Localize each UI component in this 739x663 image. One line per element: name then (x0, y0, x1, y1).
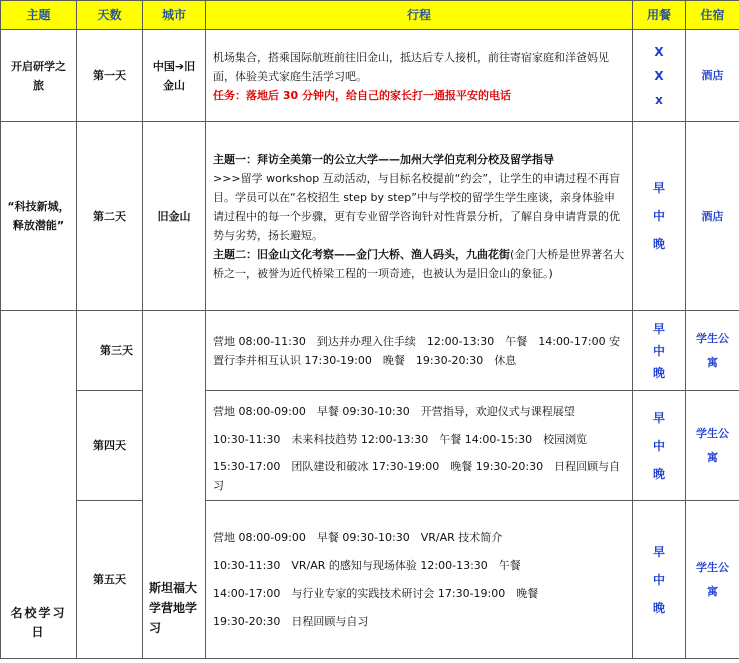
day-cell: 第二天 (77, 122, 143, 311)
task-line: 任务：落地后 30 分钟内，给自己的家长打一通报平安的电话 (213, 88, 511, 102)
table-row (1, 30, 739, 122)
subtitle-two: 主题二：旧金山文化考察——金门大桥、渔人码头，九曲花街 (213, 248, 510, 261)
meal-breakfast: 早 (652, 321, 665, 336)
meal-breakfast: 早 (652, 544, 665, 559)
itinerary-line: 10:30-11:30 VR/AR 的感知与现场体验 12:00-13:30 午餐 (213, 559, 521, 572)
meal-breakfast: 早 (652, 410, 665, 425)
city-cell: 中国➔旧金山 (143, 30, 206, 122)
meals-cell (633, 391, 686, 501)
itinerary-line: 19:30-20:30 日程回顾与自习 (213, 615, 369, 628)
lodging-cell: 学生公寓 (686, 501, 739, 659)
theme-cell: 开启研学之旅 (1, 30, 77, 122)
day-cell: 第四天 (77, 391, 143, 501)
theme-label: 名校学习日 (10, 606, 67, 639)
city-cell (143, 311, 206, 659)
meal-dinner: 晚 (652, 365, 665, 380)
itinerary-paragraph: >>>留学 workshop 互动活动，与目标名校提前“约会”，让学生的申请过程不再盲目。学员可以在“名校招生 step by step”中与学校的留学生学生座谈，亲身体验申请过程中的每一个步骤，更有专业留学咨询针对性背景分析，了解自身申请背景的优势与劣势，扬长避短。 (213, 172, 621, 242)
meal-dinner: 晚 (652, 237, 665, 251)
theme-cell: “科技新城，释放潜能” (1, 122, 77, 311)
itinerary-line: 营地 08:00-09:00 早餐 09:30-10:30 VR/AR 技术简介 (213, 531, 503, 544)
itinerary-cell (206, 501, 633, 659)
theme-cell (1, 311, 77, 659)
day-cell: 第五天 (77, 501, 143, 659)
itinerary-cell (206, 122, 633, 311)
meal-lunch: 中 (652, 343, 665, 358)
table-row (1, 391, 739, 501)
itinerary-cell (206, 311, 633, 391)
itinerary-line: 10:30-11:30 未来科技趋势 12:00-13:30 午餐 14:00-15:30 校园浏览 (213, 432, 588, 446)
itinerary-line: 营地 08:00-09:00 早餐 09:30-10:30 开营指导，欢迎仪式与课程展望 (213, 404, 575, 418)
header-theme: 主题 (1, 1, 77, 30)
header-meals: 用餐 (633, 1, 686, 30)
header-itinerary: 行程 (206, 1, 633, 30)
meal-lunch: 中 (652, 438, 665, 453)
city-label: 斯坦福大学营地学习 (149, 581, 198, 635)
city-cell: 旧金山 (143, 122, 206, 311)
meal-breakfast: 早 (652, 181, 665, 195)
meals-cell (633, 501, 686, 659)
itinerary-paragraph: (金门大桥是世界著名大桥之一，被誉为近代桥梁工程的一项奇迹，也被认为是旧金山的象征。) (213, 248, 625, 280)
itinerary-cell (206, 391, 633, 501)
meal-lunch: 中 (652, 209, 665, 223)
lodging-cell: 学生公寓 (686, 311, 739, 391)
itinerary-line: 机场集合，搭乘国际航班前往旧金山，抵达后专人接机，前往寄宿家庭和洋爸妈见面，体验美式家庭生活学习吧。 (213, 50, 609, 83)
day-cell: 第三天 (77, 311, 143, 391)
itinerary-line: 营地 08:00-11:30 到达并办理入住手续 12:00-13:30 午餐 14:00-17:00 安置行李并相互认识 17:30-19:00 晚餐 19:30-20:30 休息 (213, 335, 621, 367)
header-lodging: 住宿 (686, 1, 739, 30)
table-row (1, 501, 739, 659)
meal-dinner: 晚 (652, 466, 665, 481)
lodging-cell: 酒店 (686, 122, 739, 311)
header-city: 城市 (143, 1, 206, 30)
meal-lunch: 中 (652, 572, 665, 587)
itinerary-cell (206, 30, 633, 122)
header-row (1, 1, 739, 30)
itinerary-line: 15:30-17:00 团队建设和破冰 17:30-19:00 晚餐 19:30-20:30 日程回顾与自习 (213, 459, 621, 492)
subtitle-one: 主题一：拜访全美第一的公立大学——加州大学伯克利分校及留学指导 (213, 153, 554, 166)
meals-cell (633, 122, 686, 311)
meal-dinner: 晚 (652, 600, 665, 615)
table-row (1, 122, 739, 311)
lodging-cell: 酒店 (686, 30, 739, 122)
table-row (1, 311, 739, 391)
meal-dinner: x (655, 92, 663, 107)
meal-breakfast: X (654, 44, 664, 59)
itinerary-line: 14:00-17:00 与行业专家的实践技术研讨会 17:30-19:00 晚餐 (213, 587, 539, 600)
meals-cell (633, 30, 686, 122)
header-day: 天数 (77, 1, 143, 30)
meals-cell (633, 311, 686, 391)
lodging-cell: 学生公寓 (686, 391, 739, 501)
day-cell: 第一天 (77, 30, 143, 122)
meal-lunch: X (654, 68, 664, 83)
